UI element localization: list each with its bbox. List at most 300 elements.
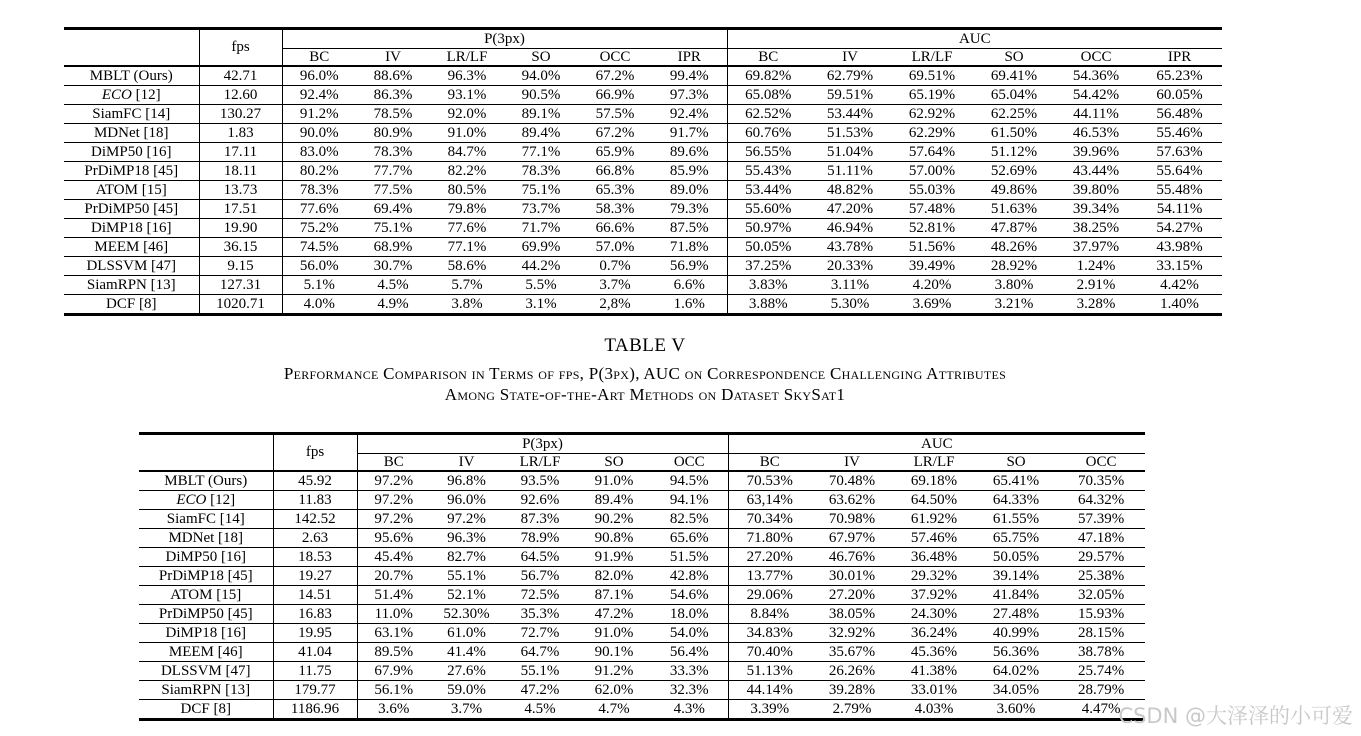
value-cell: 64.50% (893, 491, 975, 510)
table-caption-line: Among State-of-the-Art Methods on Dataset SkySat1 (444, 385, 846, 404)
value-cell: 25.74% (1057, 662, 1145, 681)
value-cell: 70.53% (728, 471, 811, 491)
value-cell: 63,14% (728, 491, 811, 510)
value-cell: 3.1% (504, 295, 578, 315)
table-row (64, 295, 1222, 315)
value-cell: 5.7% (430, 276, 504, 295)
value-cell: 93.5% (503, 471, 577, 491)
value-cell: 65.08% (727, 86, 809, 105)
value-cell: 57.64% (891, 143, 973, 162)
value-cell: 78.5% (356, 105, 430, 124)
value-cell: 65.19% (891, 86, 973, 105)
value-cell: 67.2% (578, 66, 652, 86)
fps-cell: 17.51 (199, 200, 282, 219)
value-cell: 3.28% (1055, 295, 1137, 315)
table-row (139, 471, 1145, 491)
value-cell: 57.46% (893, 529, 975, 548)
results-table-top (64, 27, 1222, 316)
table-row (64, 257, 1222, 276)
value-cell: 41.84% (975, 586, 1057, 605)
value-cell: 54.6% (651, 586, 728, 605)
value-cell: 97.2% (357, 491, 430, 510)
table-row (139, 700, 1145, 720)
fps-cell: 18.11 (199, 162, 282, 181)
value-cell: 51.63% (973, 200, 1055, 219)
method-cell: SiamRPN [13] (139, 681, 273, 700)
attr-header: OCC (1085, 453, 1117, 470)
fps-cell: 17.11 (199, 143, 282, 162)
fps-cell: 14.51 (273, 586, 357, 605)
table-row (64, 66, 1222, 86)
value-cell: 39.28% (811, 681, 893, 700)
value-cell: 63.1% (357, 624, 430, 643)
value-cell: 92.4% (652, 105, 727, 124)
method-cell: DiMP50 [16] (139, 548, 273, 567)
value-cell: 74.5% (282, 238, 356, 257)
value-cell: 57.0% (578, 238, 652, 257)
value-cell: 28.79% (1057, 681, 1145, 700)
value-cell: 39.34% (1055, 200, 1137, 219)
value-cell: 37.97% (1055, 238, 1137, 257)
fps-cell: 19.27 (273, 567, 357, 586)
value-cell: 89.6% (652, 143, 727, 162)
value-cell: 93.1% (430, 86, 504, 105)
table-row (64, 181, 1222, 200)
value-cell: 64.5% (503, 548, 577, 567)
value-cell: 39.96% (1055, 143, 1137, 162)
value-cell: 54.36% (1055, 66, 1137, 86)
value-cell: 99.4% (652, 66, 727, 86)
value-cell: 70.40% (728, 643, 811, 662)
fps-cell: 45.92 (273, 471, 357, 491)
value-cell: 67.2% (578, 124, 652, 143)
value-cell: 41.38% (893, 662, 975, 681)
value-cell: 77.1% (430, 238, 504, 257)
value-cell: 4.03% (893, 700, 975, 720)
fps-cell: 36.15 (199, 238, 282, 257)
value-cell: 89.4% (504, 124, 578, 143)
value-cell: 97.2% (357, 471, 430, 491)
value-cell: 44.14% (728, 681, 811, 700)
method-cell: PrDiMP18 [45] (64, 162, 199, 181)
value-cell: 26.26% (811, 662, 893, 681)
value-cell: 3.8% (430, 295, 504, 315)
value-cell: 11.0% (357, 605, 430, 624)
value-cell: 27.20% (728, 548, 811, 567)
value-cell: 62.25% (973, 105, 1055, 124)
value-cell: 65.3% (578, 181, 652, 200)
fps-cell: 16.83 (273, 605, 357, 624)
value-cell: 97.2% (430, 510, 503, 529)
value-cell: 80.5% (430, 181, 504, 200)
value-cell: 34.83% (728, 624, 811, 643)
value-cell: 43.78% (809, 238, 891, 257)
value-cell: 66.6% (578, 219, 652, 238)
value-cell: 51.5% (651, 548, 728, 567)
table-row (64, 162, 1222, 181)
attr-header: BC (727, 49, 809, 67)
value-cell: 71.80% (728, 529, 811, 548)
table-row (64, 200, 1222, 219)
method-cell: MBLT (Ours) (64, 66, 199, 86)
value-cell: 27.20% (811, 586, 893, 605)
table-row (139, 567, 1145, 586)
value-cell: 91.0% (577, 471, 651, 491)
value-cell: 62.92% (891, 105, 973, 124)
value-cell: 64.32% (1057, 491, 1145, 510)
value-cell: 94.5% (651, 471, 728, 491)
value-cell: 38.25% (1055, 219, 1137, 238)
table-row (139, 681, 1145, 700)
value-cell: 55.03% (891, 181, 973, 200)
value-cell: 77.6% (282, 200, 356, 219)
value-cell: 6.6% (652, 276, 727, 295)
value-cell: 13.77% (728, 567, 811, 586)
p3px-group-header: P(3px) (357, 434, 728, 454)
value-cell: 78.3% (504, 162, 578, 181)
value-cell: 5.30% (809, 295, 891, 315)
value-cell: 1.40% (1137, 295, 1222, 315)
value-cell: 73.7% (504, 200, 578, 219)
value-cell: 52.69% (973, 162, 1055, 181)
table-row (139, 491, 1145, 510)
value-cell: 3.83% (727, 276, 809, 295)
value-cell: 3.7% (578, 276, 652, 295)
fps-header: fps (273, 434, 357, 472)
value-cell: 56.4% (651, 643, 728, 662)
value-cell: 35.67% (811, 643, 893, 662)
value-cell: 94.0% (504, 66, 578, 86)
value-cell: 30.7% (356, 257, 430, 276)
table-row (139, 510, 1145, 529)
value-cell: 3.39% (728, 700, 811, 720)
value-cell: 94.1% (651, 491, 728, 510)
value-cell: 51.11% (809, 162, 891, 181)
fps-cell: 13.73 (199, 181, 282, 200)
value-cell: 51.13% (728, 662, 811, 681)
value-cell: 64.33% (975, 491, 1057, 510)
value-cell: 53.44% (727, 181, 809, 200)
method-ref: [12] (135, 86, 161, 103)
fps-cell: 1020.71 (199, 295, 282, 315)
value-cell: 97.2% (357, 510, 430, 529)
value-cell: 29.06% (728, 586, 811, 605)
fps-cell: 130.27 (199, 105, 282, 124)
value-cell: 33.01% (893, 681, 975, 700)
value-cell: 39.80% (1055, 181, 1137, 200)
value-cell: 97.3% (652, 86, 727, 105)
results-table-skysat1 (139, 432, 1145, 721)
attr-header: OCC (673, 453, 705, 470)
value-cell: 69.4% (356, 200, 430, 219)
value-cell: 90.8% (577, 529, 651, 548)
value-cell: 47.87% (973, 219, 1055, 238)
fps-header: fps (199, 29, 282, 67)
value-cell: 38.05% (811, 605, 893, 624)
value-cell: 36.48% (893, 548, 975, 567)
value-cell: 91.7% (652, 124, 727, 143)
value-cell: 80.9% (356, 124, 430, 143)
value-cell: 64.7% (503, 643, 577, 662)
value-cell: 65.9% (578, 143, 652, 162)
value-cell: 54.11% (1137, 200, 1222, 219)
value-cell: 80.2% (282, 162, 356, 181)
value-cell: 2,8% (578, 295, 652, 315)
value-cell: 90.1% (577, 643, 651, 662)
value-cell: 59.0% (430, 681, 503, 700)
value-cell: 86.3% (356, 86, 430, 105)
fps-cell: 19.90 (199, 219, 282, 238)
value-cell: 51.12% (973, 143, 1055, 162)
method-cell: DiMP50 [16] (64, 143, 199, 162)
fps-cell: 18.53 (273, 548, 357, 567)
value-cell: 89.0% (652, 181, 727, 200)
value-cell: 27.48% (975, 605, 1057, 624)
table-row (64, 143, 1222, 162)
value-cell: 63.62% (811, 491, 893, 510)
value-cell: 65.75% (975, 529, 1057, 548)
value-cell: 56.7% (503, 567, 577, 586)
value-cell: 90.5% (504, 86, 578, 105)
value-cell: 85.9% (652, 162, 727, 181)
value-cell: 96.0% (282, 66, 356, 86)
value-cell: 39.49% (891, 257, 973, 276)
method-cell: MDNet [18] (64, 124, 199, 143)
value-cell: 71.8% (652, 238, 727, 257)
value-cell: 46.94% (809, 219, 891, 238)
method-name: ECO (101, 86, 132, 103)
value-cell: 3.80% (973, 276, 1055, 295)
value-cell: 70.98% (811, 510, 893, 529)
value-cell: 88.6% (356, 66, 430, 86)
value-cell: 3.60% (975, 700, 1057, 720)
value-cell: 79.8% (430, 200, 504, 219)
value-cell: 70.34% (728, 510, 811, 529)
value-cell: 79.3% (652, 200, 727, 219)
method-cell: MBLT (Ours) (139, 471, 273, 491)
value-cell: 52.1% (430, 586, 503, 605)
value-cell: 52.30% (430, 605, 503, 624)
fps-cell: 2.63 (273, 529, 357, 548)
value-cell: 3.6% (357, 700, 430, 720)
attr-header: IV (385, 48, 401, 65)
value-cell: 59.51% (809, 86, 891, 105)
value-cell: 58.6% (430, 257, 504, 276)
fps-cell: 11.75 (273, 662, 357, 681)
value-cell: 90.2% (577, 510, 651, 529)
fps-cell: 9.15 (199, 257, 282, 276)
value-cell: 60.76% (727, 124, 809, 143)
value-cell: 91.0% (577, 624, 651, 643)
value-cell: 20.7% (357, 567, 430, 586)
method-cell: DLSSVM [47] (139, 662, 273, 681)
value-cell: 36.24% (893, 624, 975, 643)
value-cell: 4.5% (356, 276, 430, 295)
value-cell: 75.1% (356, 219, 430, 238)
value-cell: 62.0% (577, 681, 651, 700)
value-cell: 51.04% (809, 143, 891, 162)
value-cell: 57.00% (891, 162, 973, 181)
value-cell: 3.88% (727, 295, 809, 315)
value-cell: 57.5% (578, 105, 652, 124)
value-cell: 65.6% (651, 529, 728, 548)
value-cell: 69.51% (891, 66, 973, 86)
method-cell (64, 86, 199, 105)
table-row (139, 548, 1145, 567)
value-cell: 5.1% (282, 276, 356, 295)
value-cell: 95.6% (357, 529, 430, 548)
fps-cell: 142.52 (273, 510, 357, 529)
value-cell: 37.92% (893, 586, 975, 605)
value-cell: 30.01% (811, 567, 893, 586)
value-cell: 44.11% (1055, 105, 1137, 124)
value-cell: 56.1% (357, 681, 430, 700)
attr-header: OCC (1080, 48, 1112, 65)
method-cell: SiamFC [14] (139, 510, 273, 529)
value-cell: 3.69% (891, 295, 973, 315)
value-cell: 87.3% (503, 510, 577, 529)
value-cell: 47.2% (577, 605, 651, 624)
value-cell: 48.26% (973, 238, 1055, 257)
value-cell: 44.2% (504, 257, 578, 276)
value-cell: 72.7% (503, 624, 577, 643)
value-cell: 83.0% (282, 143, 356, 162)
value-cell: 55.1% (503, 662, 577, 681)
value-cell: 61.92% (893, 510, 975, 529)
method-ref: [12] (210, 491, 236, 508)
value-cell: 89.1% (504, 105, 578, 124)
value-cell: 69.82% (727, 66, 809, 86)
method-cell: SiamFC [14] (64, 105, 199, 124)
value-cell: 51.53% (809, 124, 891, 143)
p3px-group-header: P(3px) (282, 29, 727, 49)
value-cell: 18.0% (651, 605, 728, 624)
value-cell: 47.2% (503, 681, 577, 700)
table-caption-title: TABLE V (604, 335, 686, 356)
value-cell: 27.6% (430, 662, 503, 681)
value-cell: 78.3% (356, 143, 430, 162)
method-cell: MDNet [18] (139, 529, 273, 548)
value-cell: 54.0% (651, 624, 728, 643)
value-cell: 1.6% (652, 295, 727, 315)
method-cell: DLSSVM [47] (64, 257, 199, 276)
value-cell: 4.42% (1137, 276, 1222, 295)
value-cell: 55.43% (727, 162, 809, 181)
value-cell: 55.1% (430, 567, 503, 586)
value-cell: 3.21% (973, 295, 1055, 315)
table-row (139, 624, 1145, 643)
method-cell: PrDiMP50 [45] (139, 605, 273, 624)
attr-header: LR/LF (446, 48, 488, 65)
value-cell: 68.9% (356, 238, 430, 257)
value-cell: 82.5% (651, 510, 728, 529)
value-cell: 49.86% (973, 181, 1055, 200)
value-cell: 78.3% (282, 181, 356, 200)
value-cell: 82.2% (430, 162, 504, 181)
auc-group-header: AUC (727, 29, 1222, 49)
value-cell: 28.92% (973, 257, 1055, 276)
value-cell: 29.32% (893, 567, 975, 586)
value-cell: 70.48% (811, 471, 893, 491)
value-cell: 82.7% (430, 548, 503, 567)
table-row (64, 124, 1222, 143)
method-cell: MEEM [46] (139, 643, 273, 662)
value-cell: 4.9% (356, 295, 430, 315)
value-cell: 32.92% (811, 624, 893, 643)
value-cell: 4.7% (577, 700, 651, 720)
attr-header: LR/LF (913, 453, 955, 470)
attr-header: BC (282, 49, 356, 67)
value-cell: 2.79% (811, 700, 893, 720)
attr-header: BC (357, 454, 430, 472)
value-cell: 77.1% (504, 143, 578, 162)
attr-header: IV (458, 453, 475, 470)
value-cell: 43.44% (1055, 162, 1137, 181)
value-cell: 60.05% (1137, 86, 1222, 105)
value-cell: 28.15% (1057, 624, 1145, 643)
value-cell: 34.05% (975, 681, 1057, 700)
method-cell: PrDiMP18 [45] (139, 567, 273, 586)
value-cell: 50.05% (975, 548, 1057, 567)
value-cell: 40.99% (975, 624, 1057, 643)
value-cell: 43.98% (1137, 238, 1222, 257)
value-cell: 4.47% (1057, 700, 1145, 720)
value-cell: 4.20% (891, 276, 973, 295)
value-cell: 32.05% (1057, 586, 1145, 605)
method-cell: DCF [8] (139, 700, 273, 720)
value-cell: 89.5% (357, 643, 430, 662)
value-cell: 69.41% (973, 66, 1055, 86)
value-cell: 71.7% (504, 219, 578, 238)
value-cell: 57.63% (1137, 143, 1222, 162)
fps-cell: 127.31 (199, 276, 282, 295)
value-cell: 5.5% (504, 276, 578, 295)
value-cell: 82.0% (577, 567, 651, 586)
method-cell: SiamRPN [13] (64, 276, 199, 295)
attr-header: BC (728, 454, 811, 472)
table-caption-line: Performance Comparison in Terms of fps, P(3px), AUC on Correspondence Challenging Attributes (283, 364, 1007, 383)
method-cell (139, 491, 273, 510)
value-cell: 91.2% (282, 105, 356, 124)
table-row (139, 605, 1145, 624)
method-cell: ATOM [15] (139, 586, 273, 605)
value-cell: 46.53% (1055, 124, 1137, 143)
value-cell: 58.3% (578, 200, 652, 219)
method-cell: DiMP18 [16] (64, 219, 199, 238)
method-header (139, 434, 273, 472)
value-cell: 70.35% (1057, 471, 1145, 491)
value-cell: 38.78% (1057, 643, 1145, 662)
value-cell: 32.3% (651, 681, 728, 700)
value-cell: 75.1% (504, 181, 578, 200)
value-cell: 61.0% (430, 624, 503, 643)
value-cell: 62.52% (727, 105, 809, 124)
value-cell: 91.9% (577, 548, 651, 567)
attr-header: SO (1004, 48, 1024, 65)
value-cell: 56.0% (282, 257, 356, 276)
fps-cell: 1.83 (199, 124, 282, 143)
value-cell: 96.8% (430, 471, 503, 491)
value-cell: 45.4% (357, 548, 430, 567)
value-cell: 4.0% (282, 295, 356, 315)
value-cell: 33.3% (651, 662, 728, 681)
fps-cell: 12.60 (199, 86, 282, 105)
table-row (139, 586, 1145, 605)
value-cell: 96.3% (430, 529, 503, 548)
value-cell: 96.3% (430, 66, 504, 86)
value-cell: 57.39% (1057, 510, 1145, 529)
value-cell: 24.30% (893, 605, 975, 624)
